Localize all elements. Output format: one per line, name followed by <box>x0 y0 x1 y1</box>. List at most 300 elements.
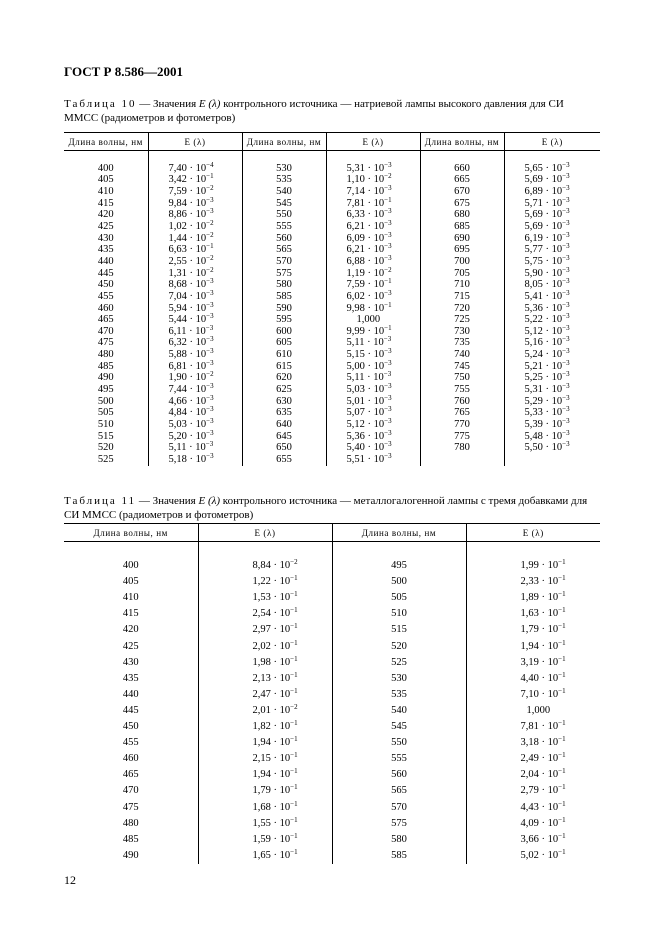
exponent-value: −1 <box>290 751 298 760</box>
table11-caption-pre: — Значения <box>136 495 199 507</box>
wavelength-value: 625 <box>276 384 292 396</box>
exponent-value: −3 <box>562 417 570 426</box>
wavelength-value: 630 <box>276 395 292 407</box>
mantissa-value: 5,11 <box>346 337 365 349</box>
e-lambda-cell <box>148 372 242 384</box>
wavelength-value: 550 <box>276 209 292 221</box>
multiplier: · 10 <box>542 314 563 326</box>
mantissa-value: 1,63 <box>520 608 539 620</box>
e-lambda-cell <box>504 218 600 233</box>
table11-caption <box>64 494 600 522</box>
e-lambda-cell <box>466 558 600 574</box>
exponent-value: −1 <box>290 590 298 599</box>
exponent-value: −3 <box>206 382 214 391</box>
mantissa-value: 8,68 <box>168 279 187 291</box>
e-lambda-cell <box>466 639 600 655</box>
e-lambda-cell <box>148 407 242 419</box>
wavelength-cell <box>64 256 148 268</box>
e-lambda-cell <box>148 218 242 233</box>
multiplier: · 10 <box>270 560 291 572</box>
mantissa-value: 1,44 <box>168 232 187 244</box>
multiplier: · 10 <box>270 688 291 700</box>
table-row <box>64 372 600 384</box>
multiplier: · 10 <box>186 279 207 291</box>
wavelength-value: 580 <box>391 833 407 845</box>
mantissa-value: 5,69 <box>524 174 543 186</box>
multiplier: · 10 <box>364 430 385 442</box>
table-row <box>64 326 600 338</box>
exponent-value: −1 <box>290 815 298 824</box>
multiplier: · 10 <box>542 185 563 197</box>
mantissa-value: 2,54 <box>252 608 271 620</box>
mantissa-value: 1,98 <box>252 656 271 668</box>
exponent-value: −3 <box>562 440 570 449</box>
exponent-value: −3 <box>562 207 570 216</box>
wavelength-value: 405 <box>97 174 114 186</box>
wavelength-cell <box>64 361 148 373</box>
table-row <box>64 407 600 419</box>
mantissa-value: 1,53 <box>252 592 271 604</box>
table-row <box>64 735 600 751</box>
table10-caption-symbol: E (λ) <box>198 98 221 110</box>
mantissa-value: 5,22 <box>524 314 543 326</box>
wavelength-value: 545 <box>276 197 292 209</box>
multiplier: · 10 <box>364 325 385 337</box>
wavelength-cell <box>242 454 326 466</box>
mantissa-value: 5,02 <box>520 849 539 861</box>
mantissa-value: 6,21 <box>346 244 365 256</box>
wavelength-value: 450 <box>122 721 139 733</box>
exponent-value: −1 <box>206 172 214 181</box>
wavelength-value: 545 <box>391 721 407 733</box>
wavelength-value: 505 <box>97 407 114 419</box>
multiplier: · 10 <box>186 442 206 454</box>
wavelength-value: 565 <box>391 785 407 797</box>
wavelength-cell <box>242 419 326 431</box>
mantissa-value: 6,88 <box>346 255 365 267</box>
exponent-value: −1 <box>558 606 566 615</box>
mantissa-value: 7,81 <box>520 721 539 733</box>
exponent-value: −2 <box>206 230 214 239</box>
mantissa-value: 2,55 <box>168 255 187 267</box>
wavelength-cell <box>332 655 466 671</box>
mantissa-value: 1,90 <box>168 372 187 384</box>
wavelength-cell <box>420 221 504 233</box>
wavelength-cell <box>64 687 198 703</box>
table10 <box>64 132 600 466</box>
e-lambda-cell <box>326 300 420 315</box>
multiplier: · 10 <box>542 395 563 407</box>
wavelength-value: 710 <box>454 279 470 291</box>
wavelength-value: 655 <box>276 454 292 466</box>
column-header-wavelength: Длина волны, нм <box>420 133 504 151</box>
wavelength-cell <box>242 337 326 349</box>
multiplier: · 10 <box>542 174 563 186</box>
multiplier: · 10 <box>364 290 385 302</box>
table-row <box>64 454 600 466</box>
e-lambda-cell <box>148 230 242 245</box>
wavelength-value: 765 <box>454 407 470 419</box>
exponent-value: −3 <box>206 277 214 286</box>
wavelength-cell <box>64 209 148 221</box>
multiplier: · 10 <box>542 209 563 221</box>
mantissa-value: 1,79 <box>252 785 271 797</box>
page-number: 12 <box>64 873 76 887</box>
multiplier: · 10 <box>186 302 207 314</box>
e-lambda-cell <box>198 767 332 783</box>
exponent-value: −1 <box>558 590 566 599</box>
wavelength-value: 520 <box>391 640 407 652</box>
wavelength-value: 560 <box>391 769 407 781</box>
wavelength-value: 485 <box>122 833 139 845</box>
wavelength-value: 500 <box>97 395 114 407</box>
wavelength-cell <box>420 186 504 198</box>
multiplier: · 10 <box>364 162 385 174</box>
e-lambda-cell <box>504 442 600 454</box>
multiplier: · 10 <box>364 407 385 419</box>
mantissa-value: 5,18 <box>168 454 187 466</box>
mantissa-value: 5,15 <box>346 349 365 361</box>
e-lambda-cell <box>198 606 332 622</box>
wavelength-value: 720 <box>454 302 470 314</box>
mantissa-value: 1,59 <box>252 833 271 845</box>
exponent-value: −2 <box>206 253 214 262</box>
multiplier: · 10 <box>542 255 563 267</box>
e-lambda-cell <box>504 300 600 315</box>
wavelength-cell <box>242 361 326 373</box>
wavelength-value: 540 <box>391 704 407 716</box>
wavelength-value: 485 <box>97 360 114 372</box>
wavelength-cell <box>332 558 466 574</box>
wavelength-value: 480 <box>97 349 114 361</box>
e-lambda-cell <box>326 253 420 268</box>
multiplier: · 10 <box>542 279 563 291</box>
wavelength-cell <box>64 848 198 864</box>
wavelength-value: 735 <box>454 337 470 349</box>
wavelength-value: 410 <box>97 185 114 197</box>
mantissa-value: 1,94 <box>252 769 271 781</box>
wavelength-cell <box>64 314 148 326</box>
mantissa-value: 5,69 <box>524 209 543 221</box>
e-lambda-cell <box>504 337 600 349</box>
mantissa-value: 5,07 <box>346 407 365 419</box>
exponent-value: −3 <box>205 440 214 449</box>
multiplier: · 10 <box>270 849 291 861</box>
table-row <box>64 291 600 303</box>
wavelength-cell <box>332 767 466 783</box>
e-lambda-cell <box>198 703 332 719</box>
wavelength-value: 460 <box>122 753 139 765</box>
exponent-value: −3 <box>206 312 214 321</box>
table10-caption-pre: — Значения <box>136 98 199 110</box>
multiplier: · 10 <box>270 576 291 588</box>
exponent-value: −1 <box>290 735 298 744</box>
wavelength-cell <box>420 256 504 268</box>
exponent-value: −3 <box>562 323 570 332</box>
wavelength-cell <box>420 419 504 431</box>
mantissa-value: 1,55 <box>252 817 271 829</box>
multiplier: · 10 <box>186 395 207 407</box>
mantissa-value: 1,89 <box>520 592 539 604</box>
exponent-value: −3 <box>206 452 214 461</box>
wavelength-value: 565 <box>276 244 292 256</box>
e-lambda-cell <box>504 209 600 221</box>
mantissa-value: 5,12 <box>524 325 543 337</box>
table-row <box>64 442 600 454</box>
mantissa-value: 6,02 <box>346 290 365 302</box>
e-lambda-cell <box>326 419 420 431</box>
table-row <box>64 703 600 719</box>
mantissa-value: 6,32 <box>168 337 187 349</box>
exponent-value: −3 <box>562 312 570 321</box>
e-lambda-cell <box>326 230 420 245</box>
multiplier: · 10 <box>270 801 291 813</box>
table10-body <box>64 151 600 466</box>
wavelength-value: 525 <box>97 454 114 466</box>
mantissa-value: 5,94 <box>168 302 187 314</box>
exponent-value: −1 <box>558 686 566 695</box>
mantissa-value: 5,31 <box>346 162 365 174</box>
wavelength-cell <box>242 256 326 268</box>
column-header-wavelength: Длина волны, нм <box>64 524 198 542</box>
e-lambda-cell <box>326 244 420 256</box>
mantissa-value: 5,03 <box>346 384 365 396</box>
table10-caption-post: контрольного источника — натриевой лампы высокого давления для СИ ММСС (радиометров и фотометров) <box>64 98 564 124</box>
multiplier: · 10 <box>364 442 385 454</box>
mantissa-value: 4,40 <box>520 672 539 684</box>
spacer-cell <box>326 151 420 163</box>
mantissa-value: 5,40 <box>346 442 365 454</box>
multiplier: · 10 <box>270 833 291 845</box>
mantissa-value: 2,47 <box>252 688 271 700</box>
wavelength-value: 420 <box>97 209 114 221</box>
wavelength-value: 430 <box>122 656 139 668</box>
exponent-value: −1 <box>558 799 566 808</box>
wavelength-cell <box>420 163 504 175</box>
wavelength-value: 410 <box>122 592 139 604</box>
wavelength-cell <box>64 703 198 719</box>
exponent-value: −1 <box>558 831 566 840</box>
exponent-value: −3 <box>384 253 392 262</box>
e-lambda-cell <box>148 288 242 303</box>
column-header-wavelength: Длина волны, нм <box>64 133 148 151</box>
mantissa-value: 9,99 <box>346 325 365 337</box>
wavelength-value: 530 <box>391 672 407 684</box>
e-lambda-cell <box>504 230 600 245</box>
wavelength-cell <box>64 186 148 198</box>
exponent-value: −1 <box>384 300 392 309</box>
e-lambda-cell <box>504 244 600 256</box>
multiplier: · 10 <box>364 220 385 232</box>
mantissa-value: 1,68 <box>252 801 271 813</box>
multiplier: · 10 <box>364 337 384 349</box>
multiplier: · 10 <box>364 302 385 314</box>
e-lambda-cell <box>326 314 420 326</box>
wavelength-value: 435 <box>122 672 139 684</box>
e-lambda-cell <box>326 174 420 186</box>
wavelength-cell <box>420 326 504 338</box>
multiplier: · 10 <box>186 267 207 279</box>
multiplier: · 10 <box>270 592 291 604</box>
e-lambda-cell <box>504 160 600 175</box>
wavelength-value: 570 <box>391 801 407 813</box>
mantissa-value: 9,98 <box>346 302 365 314</box>
multiplier: · 10 <box>186 337 207 349</box>
wavelength-cell <box>242 233 326 245</box>
wavelength-value: 705 <box>454 267 470 279</box>
wavelength-cell <box>64 268 148 280</box>
wavelength-value: 715 <box>454 290 470 302</box>
e-lambda-cell <box>326 428 420 443</box>
exponent-value: −3 <box>206 195 214 204</box>
wavelength-value: 445 <box>122 704 139 716</box>
e-lambda-cell <box>148 384 242 396</box>
multiplier: · 10 <box>364 244 385 256</box>
e-lambda-cell <box>326 183 420 198</box>
multiplier: · 10 <box>538 624 559 636</box>
mantissa-value: 8,84 <box>252 560 271 572</box>
e-lambda-cell <box>198 639 332 655</box>
exponent-value: −1 <box>290 783 298 792</box>
e-lambda-cell <box>148 209 242 221</box>
e-lambda-cell <box>466 655 600 671</box>
wavelength-cell <box>64 639 198 655</box>
multiplier: · 10 <box>270 624 291 636</box>
wavelength-value: 425 <box>97 220 114 232</box>
wavelength-cell <box>64 291 148 303</box>
multiplier: · 10 <box>538 592 559 604</box>
multiplier: · 10 <box>186 209 207 221</box>
multiplier: · 10 <box>186 244 207 256</box>
wavelength-cell <box>420 209 504 221</box>
table-row <box>64 198 600 210</box>
exponent-value: −3 <box>384 207 392 216</box>
wavelength-value: 580 <box>276 279 292 291</box>
wavelength-value: 645 <box>276 430 292 442</box>
mantissa-value: 5,69 <box>524 220 543 232</box>
mantissa-value: 1,79 <box>520 624 539 636</box>
wavelength-cell <box>242 198 326 210</box>
wavelength-cell <box>420 337 504 349</box>
exponent-value: −1 <box>290 767 298 776</box>
multiplier: · 10 <box>542 244 563 256</box>
multiplier: · 10 <box>364 174 385 186</box>
mantissa-value: 5,11 <box>346 372 365 384</box>
e-lambda-cell <box>198 848 332 864</box>
wavelength-cell <box>420 361 504 373</box>
exponent-value: −3 <box>562 358 570 367</box>
wavelength-value: 690 <box>454 232 470 244</box>
e-lambda-cell <box>198 622 332 638</box>
multiplier: · 10 <box>538 721 559 733</box>
e-lambda-cell <box>198 800 332 816</box>
table11-body <box>64 542 600 864</box>
wavelength-cell <box>242 372 326 384</box>
exponent-value: −1 <box>384 323 392 332</box>
exponent-value: −3 <box>562 265 570 274</box>
column-header-e-lambda: E (λ) <box>148 133 242 151</box>
wavelength-value: 640 <box>276 419 292 431</box>
wavelength-cell <box>64 337 148 349</box>
wavelength-cell <box>64 590 198 606</box>
table-row <box>64 209 600 221</box>
exponent-value: −3 <box>562 382 570 391</box>
mantissa-value: 2,04 <box>520 769 539 781</box>
exponent-value: −3 <box>384 242 392 251</box>
e-lambda-cell <box>148 279 242 291</box>
mantissa-value: 5,90 <box>524 267 543 279</box>
multiplier: · 10 <box>186 314 207 326</box>
wavelength-cell <box>242 431 326 443</box>
e-lambda-cell <box>326 442 420 454</box>
mantissa-value: 5,24 <box>524 349 543 361</box>
wavelength-cell <box>332 783 466 799</box>
exponent-value: −3 <box>206 417 214 426</box>
multiplier: · 10 <box>186 360 207 372</box>
wavelength-cell <box>332 590 466 606</box>
multiplier: · 10 <box>364 372 384 384</box>
multiplier: · 10 <box>364 255 385 267</box>
wavelength-value: 600 <box>276 325 292 337</box>
column-header-wavelength: Длина волны, нм <box>242 133 326 151</box>
e-lambda-cell <box>148 265 242 280</box>
exponent-value: −3 <box>384 218 392 227</box>
table-row <box>64 303 600 315</box>
wavelength-cell <box>64 816 198 832</box>
mantissa-value: 5,39 <box>524 419 543 431</box>
e-lambda-cell <box>466 703 600 719</box>
e-lambda-cell <box>148 160 242 175</box>
exponent-value: −1 <box>558 638 566 647</box>
exponent-value: −4 <box>206 160 214 169</box>
table-row <box>64 832 600 848</box>
wavelength-value: 500 <box>391 576 407 588</box>
wavelength-cell <box>332 606 466 622</box>
e-lambda-cell <box>326 393 420 408</box>
wavelength-cell <box>242 279 326 291</box>
wavelength-cell <box>420 384 504 396</box>
e-lambda-cell <box>148 195 242 210</box>
wavelength-value: 530 <box>276 162 292 174</box>
mantissa-value: 7,44 <box>168 384 187 396</box>
wavelength-cell <box>242 407 326 419</box>
multiplier: · 10 <box>364 279 385 291</box>
wavelength-value: 660 <box>454 162 470 174</box>
wavelength-value: 535 <box>391 688 407 700</box>
mantissa-value: 2,01 <box>252 704 271 716</box>
wavelength-cell <box>420 279 504 291</box>
multiplier: · 10 <box>542 442 563 454</box>
e-lambda-cell <box>504 279 600 291</box>
e-lambda-cell <box>466 719 600 735</box>
exponent-value: −3 <box>384 183 392 192</box>
exponent-value: −3 <box>384 452 392 461</box>
exponent-value: −1 <box>290 831 298 840</box>
mantissa-value: 2,49 <box>520 753 539 765</box>
wavelength-cell <box>64 349 148 361</box>
multiplier: · 10 <box>542 267 563 279</box>
mantissa-value: 6,11 <box>168 325 187 337</box>
wavelength-value: 400 <box>122 560 139 572</box>
mantissa-value: 5,44 <box>168 314 187 326</box>
wavelength-cell <box>64 384 148 396</box>
exponent-value: −1 <box>558 622 566 631</box>
e-lambda-cell <box>504 384 600 396</box>
column-header-e-lambda: E (λ) <box>466 524 600 542</box>
table-row <box>64 816 600 832</box>
e-lambda-cell <box>466 590 600 606</box>
table-row <box>64 783 600 799</box>
